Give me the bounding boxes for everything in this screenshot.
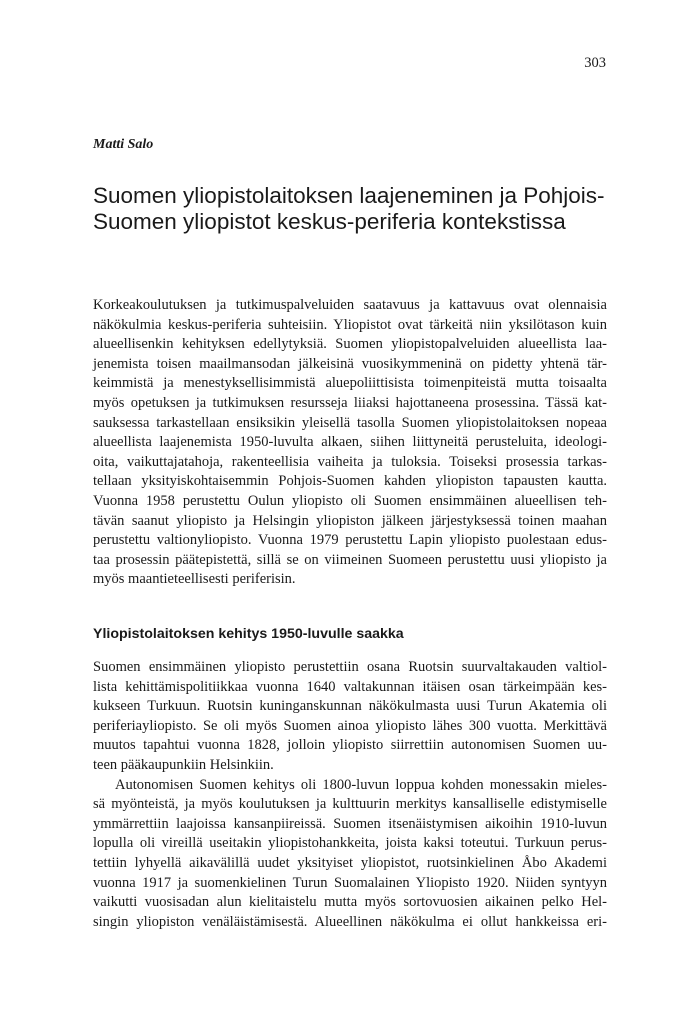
abstract-line: sauksessa tarkastellaan ensiksikin yleisellä tasolla Suomen yliopistolaitoksen nopeaa bbox=[93, 414, 607, 431]
paragraph-line: vuonna 1917 ja suomenkielinen Turun Suomalainen Yliopisto 1920. Niiden syntyyn bbox=[93, 874, 607, 891]
abstract-line: tellaan yksityiskohtaisemmin Pohjois-Suomen kahden yliopiston tapausten kautta. bbox=[93, 473, 607, 490]
title-line: Suomen yliopistolaitoksen laajeneminen ja Pohjois- bbox=[93, 183, 605, 208]
paragraph-line: Suomen ensimmäinen yliopisto perustettiin osana Ruotsin suurvaltakauden valtiol- bbox=[93, 659, 607, 675]
abstract-line: jenemista toisen maailmansodan jälkeisinä vuosikymmeninä on pidetty yhtenä tär- bbox=[93, 355, 607, 372]
author-name: Matti Salo bbox=[93, 137, 154, 152]
abstract bbox=[93, 296, 607, 590]
paragraph-line: muutos tapahtui vuonna 1828, jolloin yliopisto siirrettiin autonomisen Suomen uu- bbox=[93, 737, 607, 754]
abstract-line: tävän saanut yliopisto ja Helsingin yliopiston jälkeen järjestyksessä toinen maahan bbox=[93, 512, 607, 529]
paragraph-line: kukseen Turkuun. Ruotsin kuninganskunnan näkökulmasta uusi Turun Akatemia oli bbox=[93, 698, 607, 715]
paragraph-1 bbox=[93, 658, 607, 776]
abstract-line: oita, vaikuttajatahoja, rakenteellisia vaiheita ja tuloksia. Toiseksi prosessia tarkas- bbox=[93, 453, 607, 470]
article-title bbox=[93, 183, 623, 235]
abstract-line: perustettu valtionyliopisto. Vuonna 1979 perustettu Lapin yliopisto puolestaan edus- bbox=[93, 532, 607, 549]
abstract-line: taa prosessin päätepistettä, sillä se on viimeinen Suomeen perustettu uusi yliopisto ja bbox=[93, 551, 607, 568]
paragraph-line: tettiin lyhyellä aikavälillä uudet yksityiset yliopistot, ruotsinkielinen Åbo Akademi bbox=[93, 854, 607, 871]
abstract-line: keimmistä ja menestyksellisimmistä aluepoliittisista toimenpiteistä mutta toisaalta bbox=[93, 375, 607, 392]
paragraph-line: vaikutti vuosisadan alun kielitaistelu mutta myös sortovuosien aikainen pelko Hel- bbox=[93, 894, 607, 911]
abstract-line: myös opetuksen ja tutkimuksen resursseja liiaksi hajottaneena prosessina. Tässä kat- bbox=[93, 394, 607, 411]
abstract-line: näkökulmia keskus-periferia suhteisiin. Yliopistot ovat tärkeitä niin yksilötason kuin bbox=[93, 316, 607, 333]
section-heading: Yliopistolaitoksen kehitys 1950-luvulle saakka bbox=[93, 626, 404, 642]
abstract-line: alueellisenkin kehityksen edellytyksiä. Suomen yliopistopalveluiden alueellista laa- bbox=[93, 336, 607, 353]
page-number: 303 bbox=[584, 55, 606, 71]
paragraph-2 bbox=[93, 776, 607, 933]
title-line: Suomen yliopistot keskus-periferia kontekstissa bbox=[93, 209, 566, 234]
paragraph-line: lopulla oli vireillä useitakin yliopistohankkeita, joista kaksi toteutui. Turkuun perus- bbox=[93, 835, 607, 852]
abstract-line: myös maantieteellisesti periferisin. bbox=[93, 571, 296, 588]
abstract-line: Korkeakoulutuksen ja tutkimuspalveluiden saatavuus ja kattavuus ovat olennaisia bbox=[93, 297, 607, 313]
paragraph-line: periferiayliopisto. Se oli myös Suomen ainoa yliopisto lähes 300 vuotta. Merkittävä bbox=[93, 717, 607, 734]
paragraph-line: lista kehittämispolitiikkaa vuonna 1640 valtakunnan itäisen osan tärkeimpään kes- bbox=[93, 678, 607, 695]
paragraph-line: singin yliopiston venäläistämisestä. Alueellinen näkökulma ei ollut hankkeissa eri- bbox=[93, 913, 607, 930]
section-body bbox=[93, 658, 607, 932]
paragraph-line: Autonomisen Suomen kehitys oli 1800-luvun loppua kohden monessakin mieles- bbox=[115, 776, 607, 793]
paragraph-line: teen pääkaupunkiin Helsinkiin. bbox=[93, 756, 274, 773]
paragraph-line: sä myönteistä, ja myös koulutuksen ja kulttuurin merkitys kansalliselle edistymiselle bbox=[93, 796, 607, 813]
abstract-line: alueellista laajenemista 1950-luvulta alkaen, siihen liittyneitä perusteluita, ideologi- bbox=[93, 434, 607, 451]
paragraph-line: ymmärrettiin laajoissa kansanpiireissä. Suomen itsenäistymisen aikoihin 1910-luvun bbox=[93, 815, 607, 832]
abstract-line: Vuonna 1958 perustettu Oulun yliopisto oli Suomen ensimmäinen alueellisen teh- bbox=[93, 492, 607, 509]
